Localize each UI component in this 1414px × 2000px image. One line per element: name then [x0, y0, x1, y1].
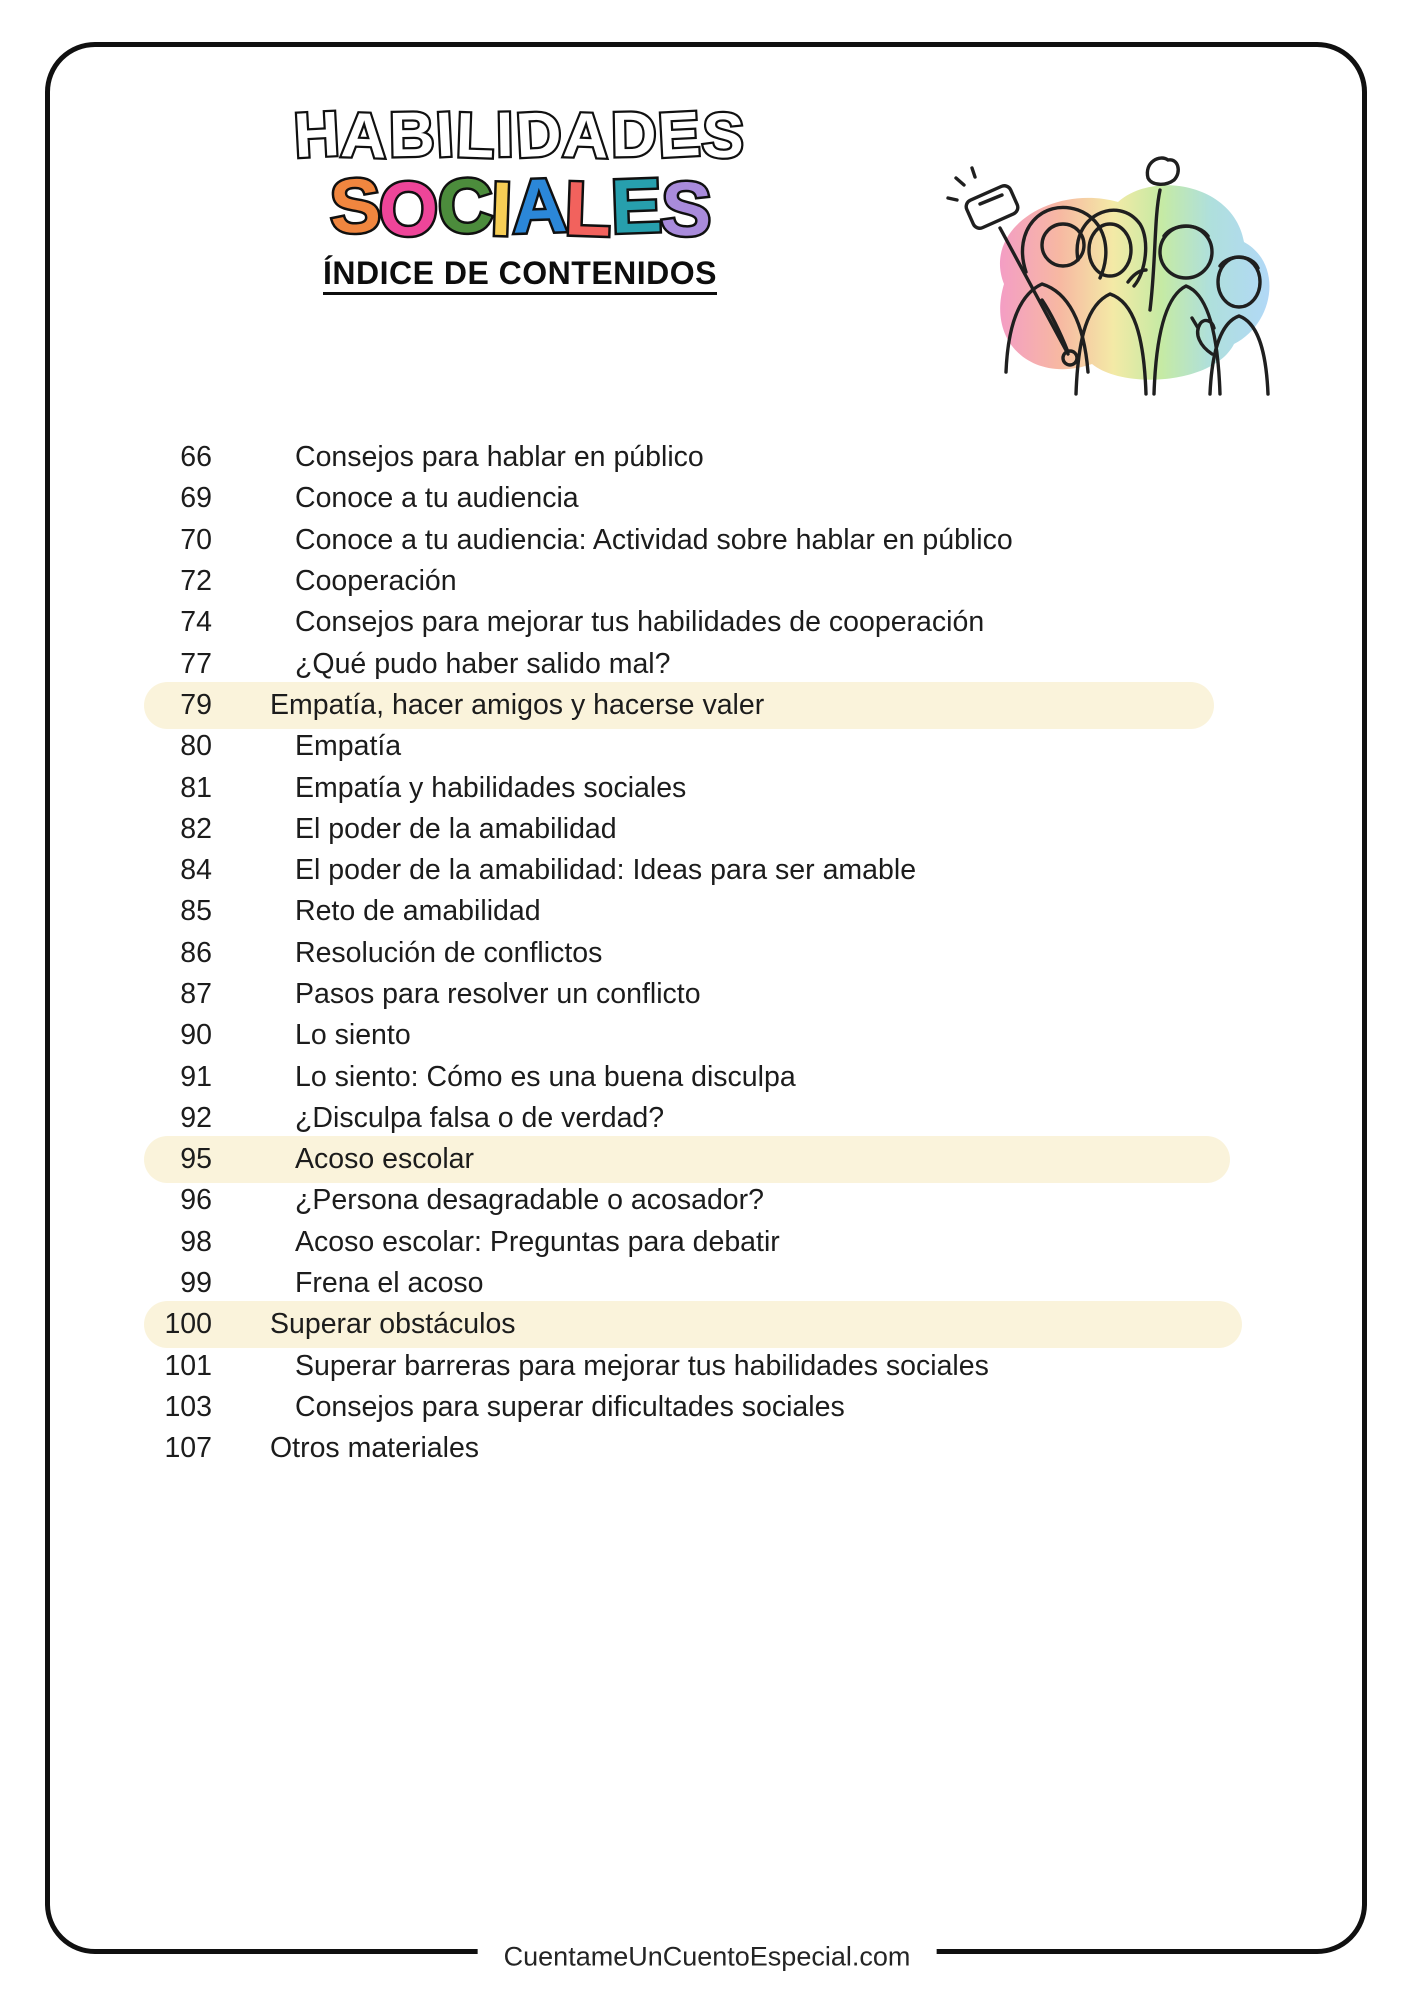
toc-entry [150, 974, 1270, 1015]
toc-entry [150, 891, 1270, 932]
table-of-contents [150, 437, 1270, 1469]
toc-entry-title: Empatía, hacer amigos y hacerse valer [270, 688, 765, 721]
toc-entry [150, 1428, 1270, 1469]
toc-entry [150, 1139, 1270, 1180]
toc-entry-title: Frena el acoso [295, 1267, 484, 1300]
toc-entry [150, 1098, 1270, 1139]
toc-entry [150, 643, 1270, 684]
toc-entry-title: Resolución de conflictos [295, 936, 603, 969]
title-letter: A [561, 100, 612, 172]
doc-title-line2 [240, 163, 800, 253]
toc-page-number: 87 [180, 978, 212, 1010]
toc-entry [150, 685, 1270, 726]
toc-entry-title: El poder de la amabilidad: Ideas para ser amable [295, 854, 917, 887]
toc-page-number: 82 [180, 812, 212, 845]
toc-entry [150, 1056, 1270, 1097]
toc-entry [150, 809, 1270, 850]
title-letter: I [495, 99, 517, 171]
toc-entry [150, 767, 1270, 808]
toc-entry-title: Otros materiales [270, 1432, 480, 1465]
toc-page-number: 86 [180, 936, 212, 969]
toc-page-number: 72 [180, 565, 212, 598]
toc-entry-title: Conoce a tu audiencia: Actividad sobre hablar en público [295, 523, 1013, 556]
toc-page-number: 98 [180, 1225, 212, 1258]
title-letter: D [610, 99, 659, 171]
toc-entry-title: Conoce a tu audiencia [295, 482, 579, 515]
toc-entry [150, 933, 1270, 974]
title-letter: L [454, 100, 498, 172]
toc-entry [150, 1180, 1270, 1221]
title-block [240, 98, 800, 295]
group-selfie-illustration [942, 132, 1278, 400]
toc-page-number: 70 [180, 523, 212, 556]
toc-page-number: 96 [180, 1184, 212, 1217]
toc-page-number: 92 [180, 1101, 212, 1134]
title-letter: A [339, 100, 390, 172]
page-title: ÍNDICE DE CONTENIDOS [323, 257, 717, 295]
toc-entry-title: Cooperación [295, 565, 457, 598]
toc-entry-title: Superar barreras para mejorar tus habilidades sociales [295, 1349, 989, 1382]
title-letter: B [388, 99, 437, 171]
toc-page-number: 77 [180, 647, 212, 680]
toc-entry [150, 478, 1270, 519]
toc-entry [150, 1304, 1270, 1345]
toc-page-number: 101 [164, 1349, 212, 1382]
title-letter: L [563, 166, 613, 253]
title-letter: S [701, 100, 748, 172]
toc-entry [150, 1387, 1270, 1428]
title-letter: S [659, 166, 712, 253]
title-letter: A [510, 163, 567, 250]
title-letter: S [328, 163, 381, 250]
toc-entry-title: Acoso escolar: Preguntas para debatir [295, 1225, 780, 1258]
toc-page-number: 80 [180, 730, 212, 763]
toc-page-number: 90 [180, 1019, 212, 1052]
toc-entry [150, 1346, 1270, 1387]
toc-entry-title: ¿Persona desagradable o acosador? [295, 1184, 764, 1217]
toc-entry-title: Acoso escolar [295, 1143, 475, 1176]
toc-page-number: 79 [180, 688, 212, 721]
toc-entry [150, 437, 1270, 478]
toc-entry-title: ¿Disculpa falsa o de verdad? [295, 1101, 665, 1134]
toc-entry [150, 726, 1270, 767]
toc-entry-title: Empatía y habilidades sociales [295, 771, 687, 804]
toc-entry-title: El poder de la amabilidad [295, 812, 617, 845]
toc-entry [150, 1263, 1270, 1304]
toc-page-number: 85 [180, 895, 212, 928]
toc-entry-title: Superar obstáculos [270, 1308, 516, 1341]
toc-page-number: 66 [180, 441, 212, 474]
toc-entry [150, 1222, 1270, 1263]
title-letter: E [656, 98, 705, 172]
toc-entry [150, 520, 1270, 561]
toc-page-number: 100 [164, 1308, 212, 1341]
toc-page-number: 84 [180, 854, 212, 887]
title-letter: I [489, 166, 513, 253]
toc-entry-title: Lo siento: Cómo es una buena disculpa [295, 1060, 796, 1093]
title-letter: D [513, 98, 565, 172]
toc-entry-title: Empatía [295, 730, 402, 763]
toc-entry-title: ¿Qué pudo haber salido mal? [295, 647, 671, 680]
toc-page-number: 107 [164, 1432, 212, 1465]
toc-page-number: 81 [180, 771, 212, 804]
footer-website: CuentameUnCuentoEspecial.com [478, 1942, 937, 1973]
toc-page-number: 95 [180, 1143, 212, 1176]
toc-entry-title: Consejos para hablar en público [295, 441, 704, 474]
toc-entry-title: Lo siento [295, 1019, 411, 1052]
toc-entry-title: Reto de amabilidad [295, 895, 541, 928]
title-letter: I [434, 99, 458, 171]
toc-entry [150, 561, 1270, 602]
toc-page-number: 91 [180, 1060, 212, 1093]
toc-page-number: 69 [180, 482, 212, 515]
toc-page-number: 99 [180, 1267, 212, 1300]
title-letter: O [377, 166, 439, 253]
toc-page-number: 103 [164, 1390, 212, 1423]
selfie-phone [948, 168, 1020, 230]
title-letter: E [609, 163, 663, 250]
title-letter: H [291, 98, 343, 172]
toc-entry-title: Consejos para superar dificultades sociales [295, 1390, 845, 1423]
toc-entry-title: Pasos para resolver un conflicto [295, 978, 701, 1010]
title-letter: C [436, 163, 493, 250]
toc-page-number: 74 [180, 606, 212, 639]
toc-entry [150, 1015, 1270, 1056]
doc-title-line1 [240, 98, 800, 172]
toc-entry [150, 602, 1270, 643]
toc-entry-title: Consejos para mejorar tus habilidades de cooperación [295, 606, 985, 639]
toc-entry [150, 850, 1270, 891]
